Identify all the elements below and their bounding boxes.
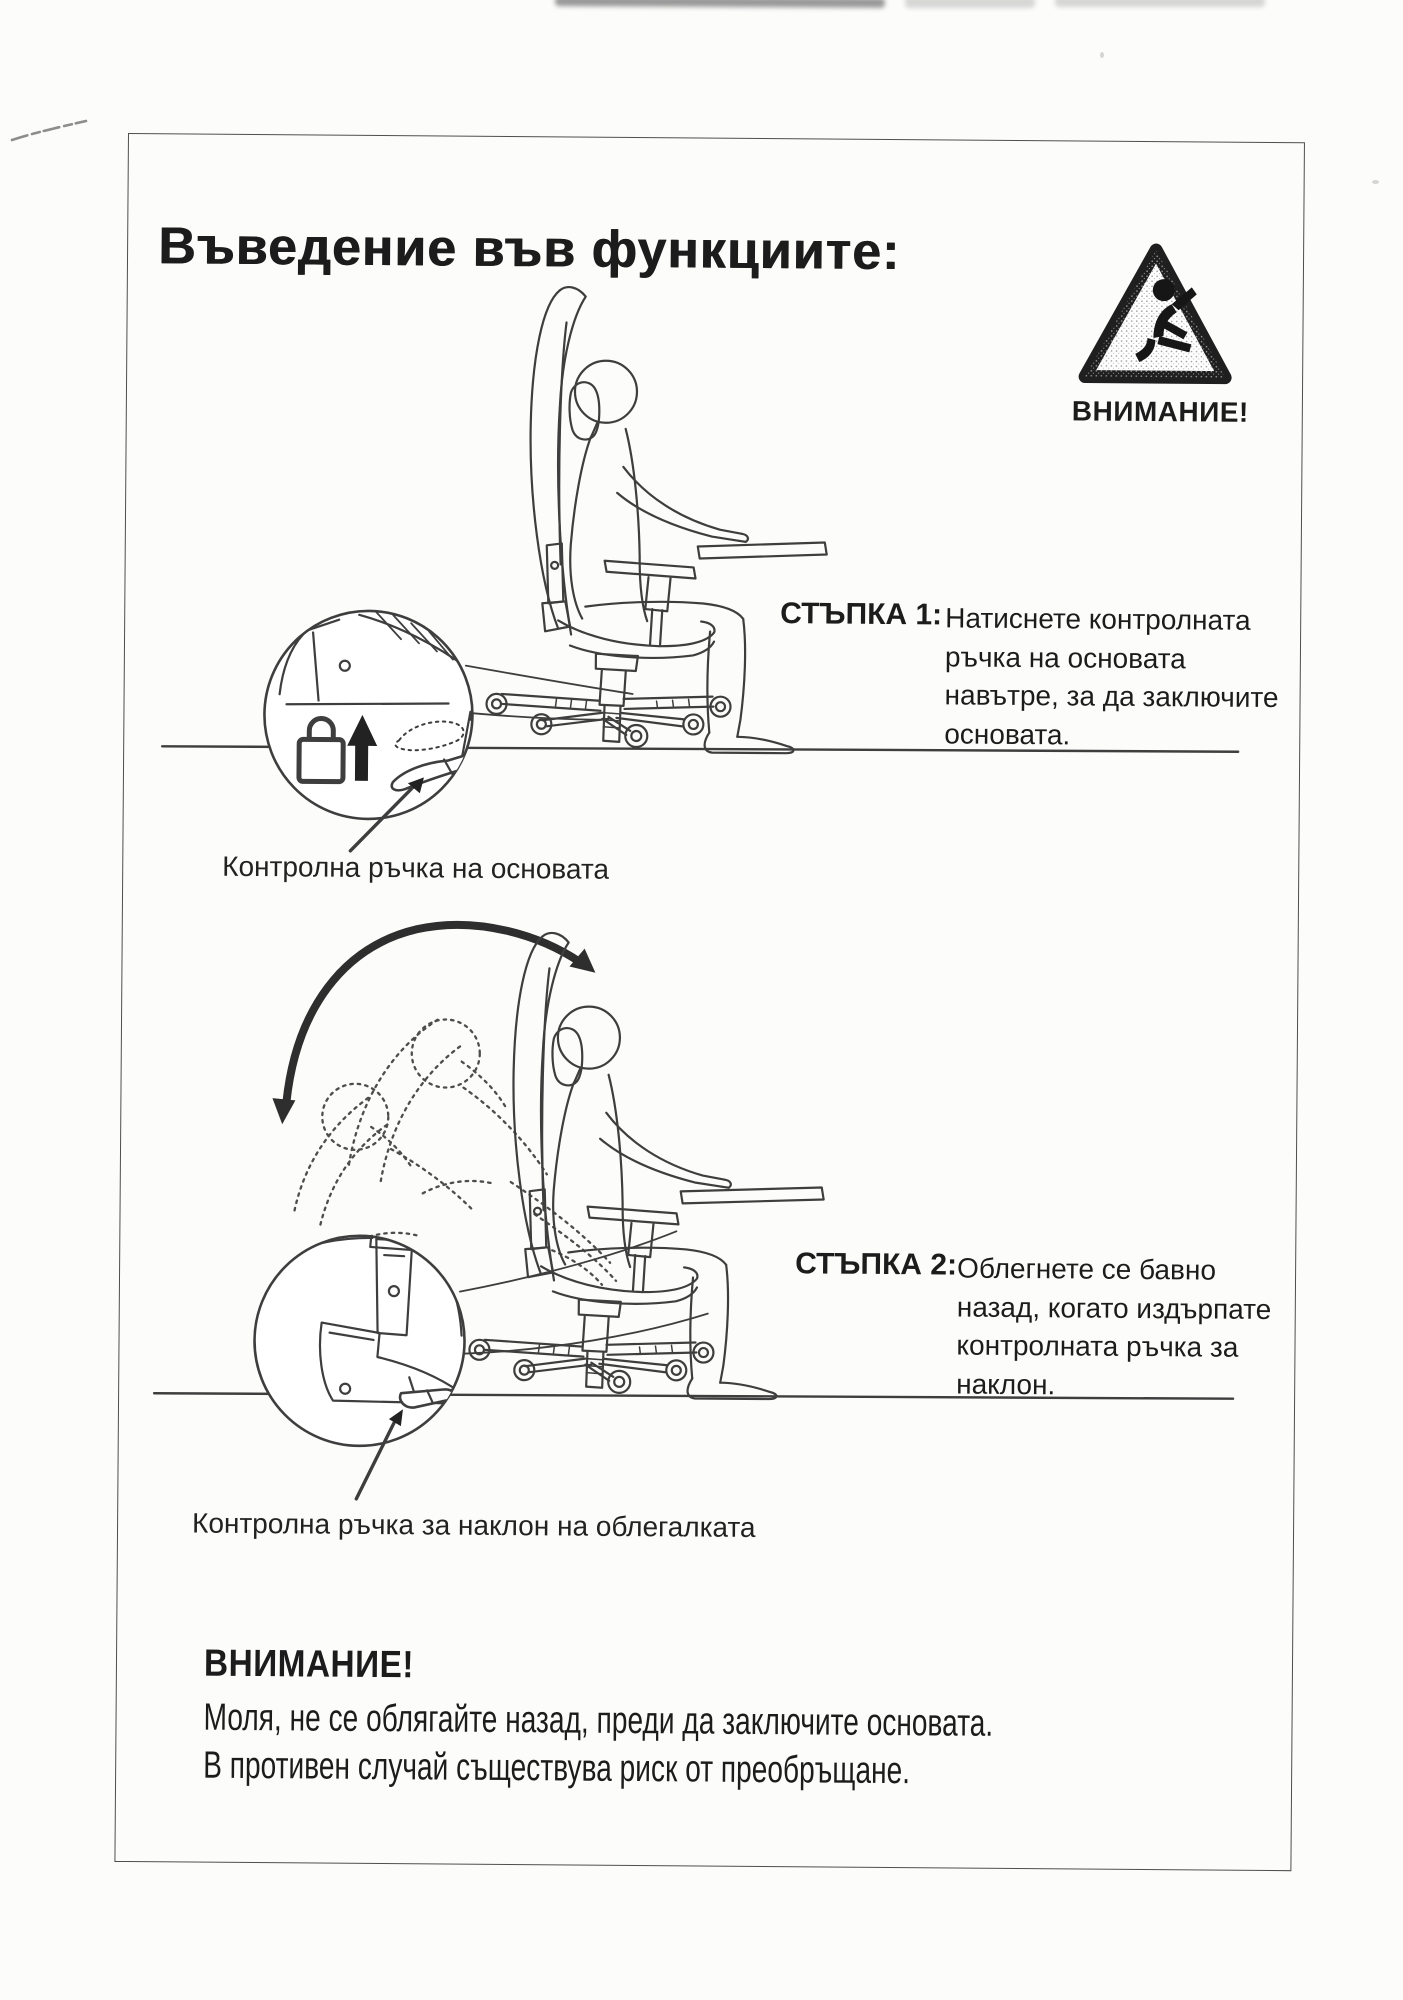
warning-note-heading: ВНИМАНИЕ! [203, 1642, 415, 1687]
recline-ghost-silhouettes [294, 1018, 618, 1285]
callout-arrowhead [389, 1409, 403, 1426]
tilt-control-lever [400, 1389, 454, 1408]
page-title: Въведение във функциите: [157, 217, 901, 282]
scan-artifact [0, 0, 120, 170]
step1-text: Натиснете контролната ръчка на основата навътре, за да заключите основата. [944, 602, 1279, 750]
warning-note [203, 1643, 1271, 1798]
warning-sign [1071, 239, 1249, 428]
warning-note-line: В противен случай съществува риск от преобръщане. [203, 1744, 911, 1793]
base-control-lever [392, 754, 479, 791]
step2-illustration [148, 901, 1253, 1520]
up-arrow-icon [347, 715, 378, 781]
scan-artifact [1100, 52, 1104, 58]
recline-arrow [272, 923, 596, 1126]
step2-text: Облегнете се бавно назад, когато издърпате контролната ръчка за наклон. [956, 1252, 1272, 1400]
slip-hazard-triangle-icon [1075, 239, 1236, 390]
scan-artifact [1055, 0, 1265, 7]
step1-callout-label: Контролна ръчка на основата [222, 850, 610, 885]
base-lever-inset [264, 610, 474, 820]
tilt-lever-inset [254, 1235, 466, 1447]
warning-sign-label: ВНИМАНИЕ! [1071, 395, 1249, 428]
step1-label: СТЪПКА 1: [780, 597, 943, 632]
scan-artifact [555, 0, 885, 8]
warning-note-line: Моля, не се облягайте назад, преди да заключите основата. [203, 1696, 994, 1745]
scan-artifact [1372, 180, 1379, 184]
padlock-icon [299, 718, 343, 781]
callout-arrowhead [408, 777, 424, 793]
scan-artifact [905, 0, 1035, 8]
step2-callout-label: Контролна ръчка за наклон на облегалката [191, 1507, 756, 1543]
page-frame [114, 133, 1305, 1871]
step2-label: СТЪПКА 2: [795, 1247, 958, 1282]
